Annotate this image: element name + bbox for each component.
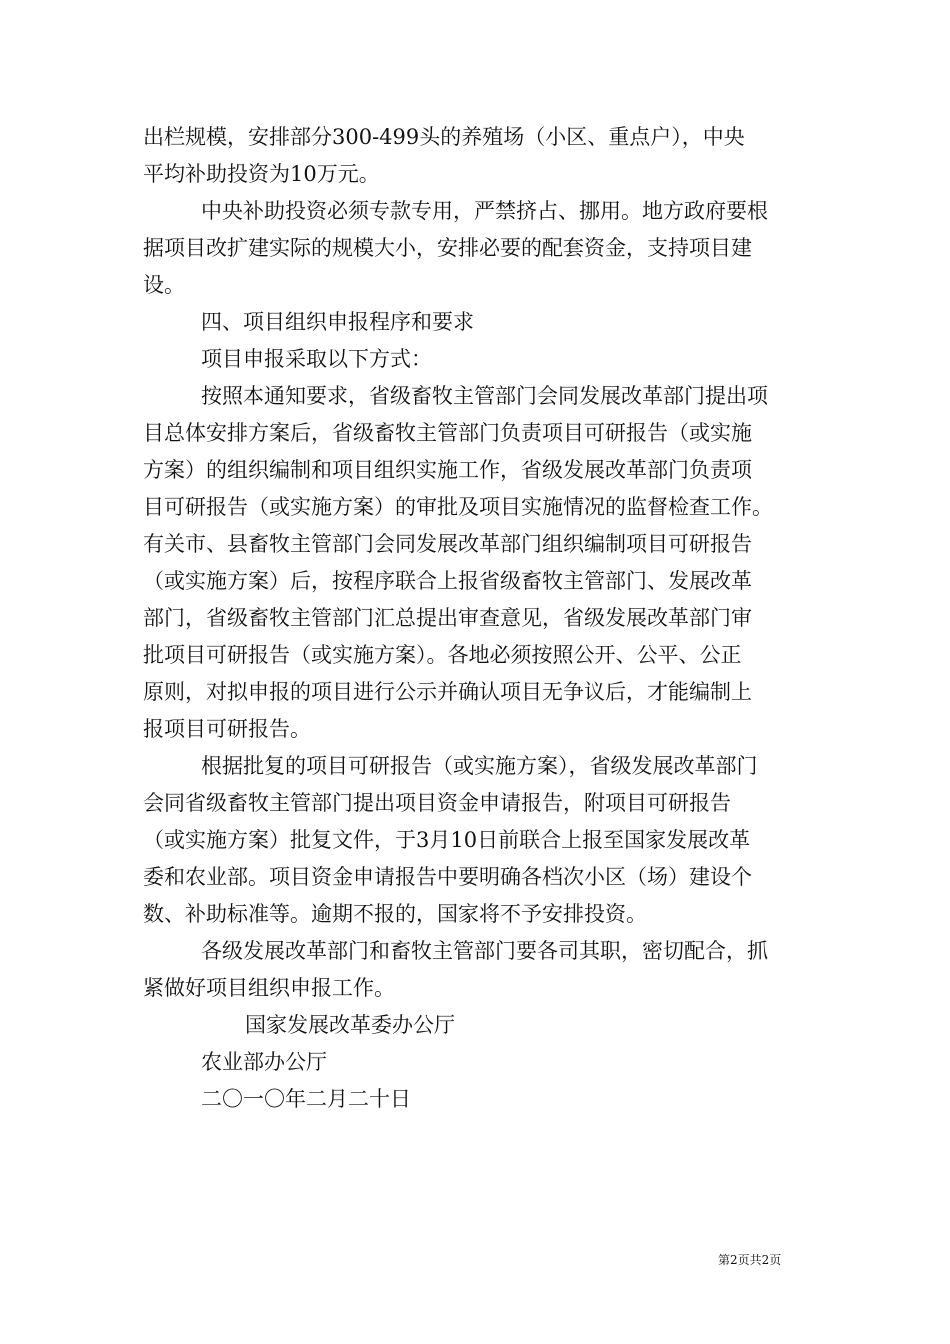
text-line: 原则，对拟申报的项目进行公示并确认项目无争议后，才能编制上: [143, 680, 752, 704]
text-line: 批项目可研报告（或实施方案）。各地必须按照公开、公平、公正: [143, 643, 742, 667]
text-line: 目可研报告（或实施方案）的审批及项目实施情况的监督检查工作。: [143, 495, 773, 519]
text-line: （或实施方案）后，按程序联合上报省级畜牧主管部门、发展改革: [143, 569, 752, 593]
text-line: 方案）的组织编制和项目组织实施工作，省级发展改革部门负责项: [143, 458, 752, 482]
text-line: 委和农业部。项目资金申请报告中要明确各档次小区（场）建设个: [143, 865, 752, 889]
text-line: 部门，省级畜牧主管部门汇总提出审查意见，省级发展改革部门审: [143, 606, 752, 630]
text-line: 出栏规模，安排部分300-499头的养殖场（小区、重点户），中央: [143, 125, 745, 149]
text-line: 紧做好项目组织申报工作。: [143, 976, 395, 1000]
text-line: 按照本通知要求，省级畜牧主管部门会同发展改革部门提出项: [201, 384, 768, 408]
text-line: 各级发展改革部门和畜牧主管部门要各司其职，密切配合，抓: [201, 939, 768, 963]
text-line: 设。: [143, 273, 185, 297]
text-line: 据项目改扩建实际的规模大小，安排必要的配套资金，支持项目建: [143, 236, 752, 260]
page-number: 第2页共2页: [718, 1253, 782, 1267]
text-line: 项目申报采取以下方式：: [201, 347, 432, 371]
signature-issuer-ndrc: 国家发展改革委办公厅: [245, 1013, 455, 1037]
text-line: （或实施方案）批复文件，于3月10日前联合上报至国家发展改革: [143, 828, 751, 852]
text-line: 目总体安排方案后，省级畜牧主管部门负责项目可研报告（或实施: [143, 421, 752, 445]
section-heading: 四、项目组织申报程序和要求: [201, 310, 474, 334]
text-line: 数、补助标准等。逾期不报的，国家将不予安排投资。: [143, 902, 647, 926]
text-line: 有关市、县畜牧主管部门会同发展改革部门组织编制项目可研报告: [143, 532, 752, 556]
text-line: 平均补助投资为10万元。: [143, 162, 380, 186]
text-line: 中央补助投资必须专款专用，严禁挤占、挪用。地方政府要根: [201, 199, 768, 223]
text-line: 根据批复的项目可研报告（或实施方案），省级发展改革部门: [201, 754, 758, 778]
text-line: 会同省级畜牧主管部门提出项目资金申请报告，附项目可研报告: [143, 791, 731, 815]
document-date: 二〇一〇年二月二十日: [201, 1087, 411, 1111]
text-line: 报项目可研报告。: [143, 717, 311, 741]
signature-issuer-moa: 农业部办公厅: [201, 1050, 327, 1074]
